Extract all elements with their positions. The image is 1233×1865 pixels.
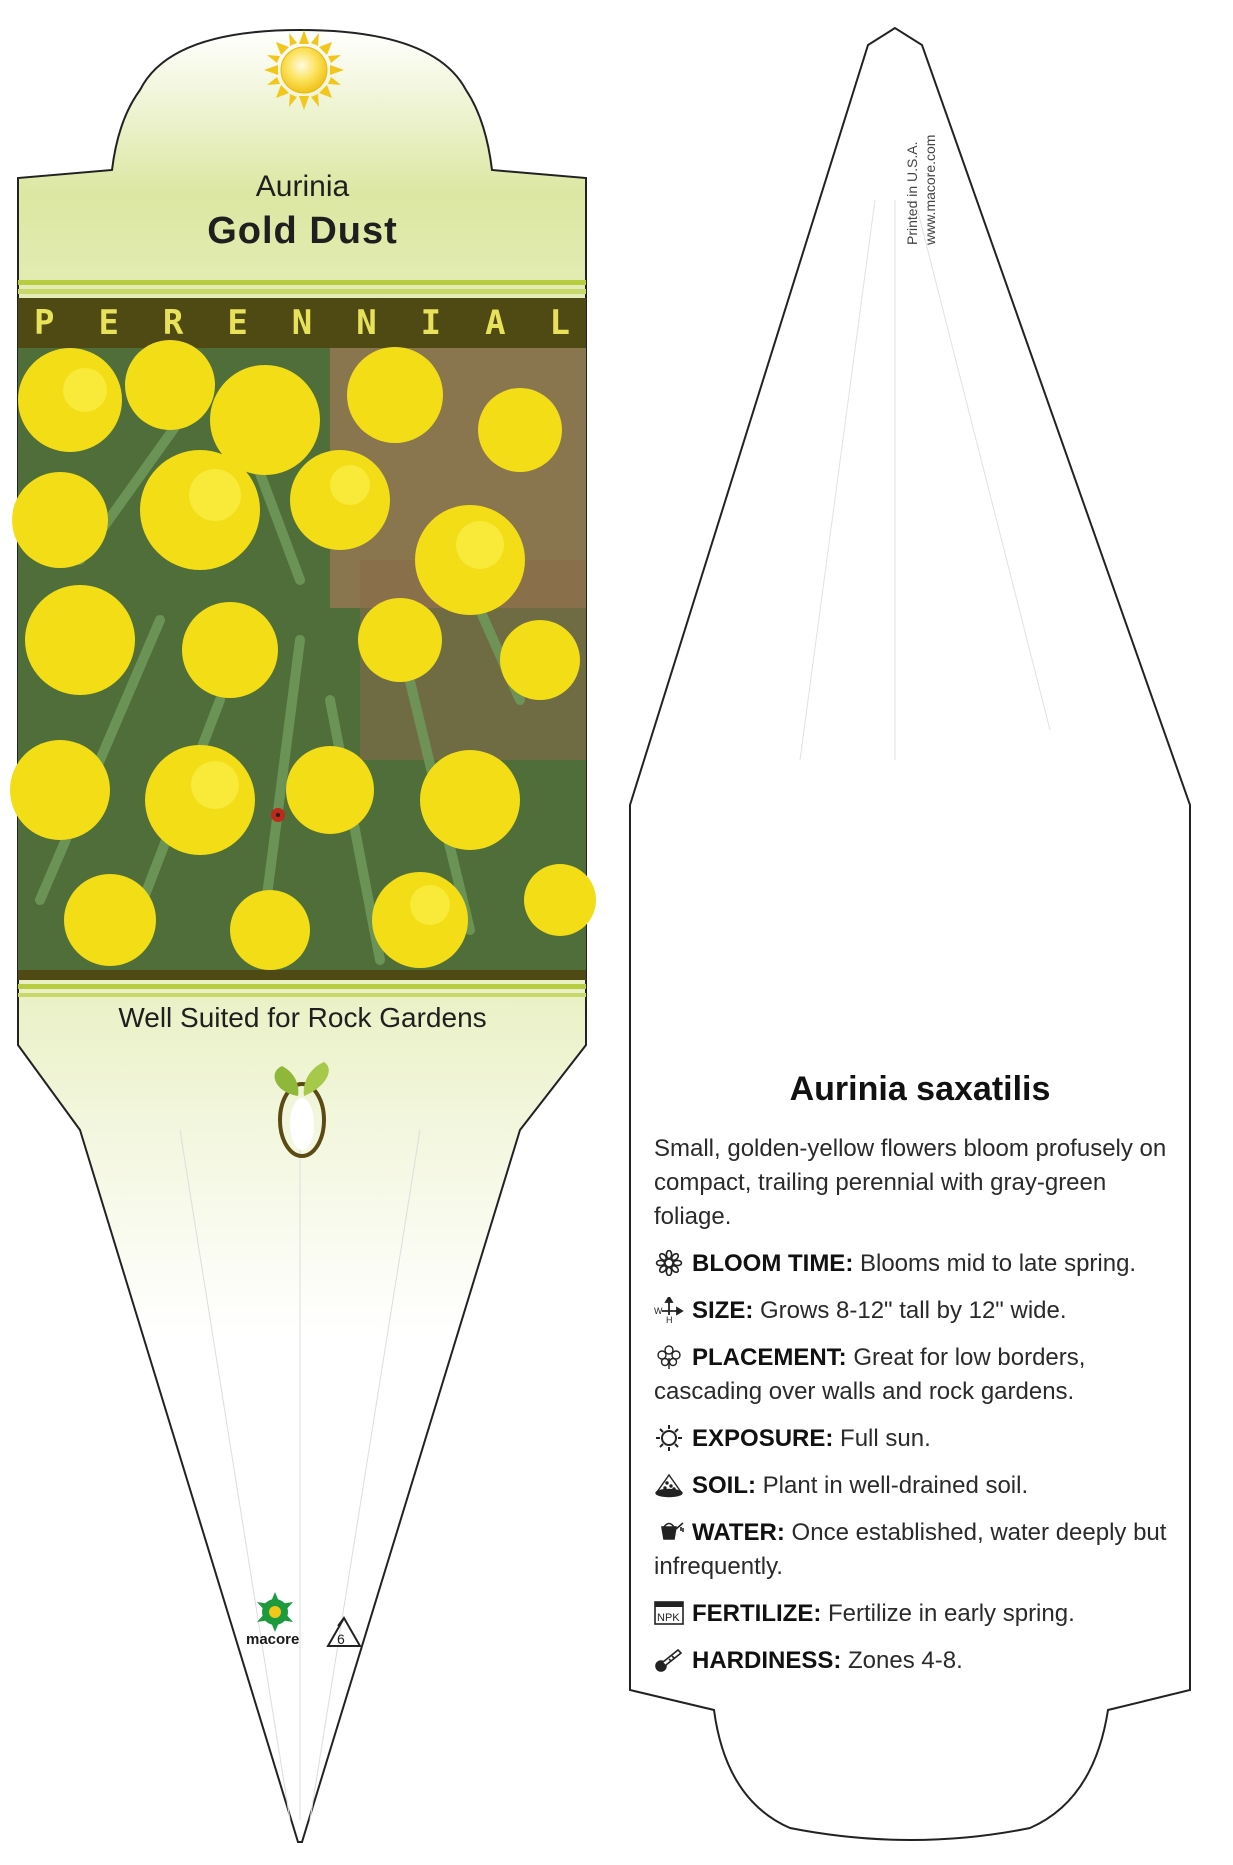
size-icon [654, 1297, 684, 1323]
care-label: SOIL: [692, 1472, 756, 1499]
species-name: Aurinia saxatilis [789, 1070, 1051, 1108]
care-label: SIZE: [692, 1297, 754, 1324]
plant-cultivar: Gold Dust [207, 210, 398, 252]
care-instructions [654, 1132, 1184, 1691]
care-label: PLACEMENT: [692, 1344, 847, 1371]
category-letter: L [549, 303, 570, 343]
care-label: FERTILIZE: [692, 1600, 822, 1627]
care-text: Zones 4-8. [848, 1647, 963, 1674]
care-item-soil [654, 1469, 1184, 1503]
care-item-fertilize [654, 1597, 1184, 1631]
care-text: Once established, water deeply but infrequently. [654, 1519, 1167, 1580]
care-text: Blooms mid to late spring. [859, 1250, 1137, 1277]
category-letter: N [291, 303, 313, 343]
category-letter: R [162, 303, 184, 343]
care-label: HARDINESS: [692, 1647, 842, 1674]
care-item-exposure [654, 1422, 1184, 1456]
category-letter: E [98, 303, 119, 343]
category-letter: N [356, 303, 377, 343]
care-item-hardiness [654, 1644, 1184, 1678]
plant-description: Small, golden-yellow flowers bloom profusely on compact, trailing perennial with gray-green foliage. [654, 1135, 1167, 1230]
category-letter: A [485, 303, 506, 343]
category-band [18, 302, 586, 344]
category-letter: I [420, 303, 442, 343]
care-label: BLOOM TIME: [692, 1250, 854, 1277]
category-letter: E [227, 303, 248, 343]
care-label: WATER: [692, 1519, 785, 1546]
care-item-size [654, 1294, 1184, 1328]
website-text: www.macore.com [922, 134, 938, 245]
care-item-placement [654, 1341, 1184, 1409]
care-item-bloom-time [654, 1247, 1184, 1281]
size-icon-h: H [666, 1315, 673, 1323]
npk-icon [654, 1600, 684, 1626]
size-icon-w: W [654, 1306, 663, 1316]
care-text: Great for low borders, cascading over walls and rock gardens. [654, 1344, 1086, 1405]
sun-icon [654, 1425, 684, 1451]
soil-icon [654, 1472, 684, 1498]
care-item-water [654, 1516, 1184, 1584]
thermometer-icon [654, 1647, 684, 1673]
printed-in-note: Printed in U.S.A. [904, 141, 920, 245]
recycle-code: 6 [337, 1631, 345, 1647]
placement-icon [654, 1344, 684, 1370]
category-letter: P [34, 303, 55, 343]
npk-icon-text: NPK [657, 1612, 680, 1624]
watering-can-icon [654, 1519, 684, 1545]
brand-name: macore [246, 1631, 300, 1648]
yellow-flowers-photo [10, 340, 596, 970]
care-text: Full sun. [840, 1425, 931, 1452]
care-text: Grows 8-12" tall by 12" wide. [760, 1297, 1067, 1324]
care-label: EXPOSURE: [692, 1425, 834, 1452]
care-text: Plant in well-drained soil. [762, 1472, 1029, 1499]
care-text: Fertilize in early spring. [828, 1600, 1075, 1627]
plant-genus: Aurinia [255, 170, 350, 203]
flower-icon [654, 1250, 684, 1276]
front-sun-icon [264, 30, 344, 110]
plant-tagline: Well Suited for Rock Gardens [118, 1002, 487, 1033]
